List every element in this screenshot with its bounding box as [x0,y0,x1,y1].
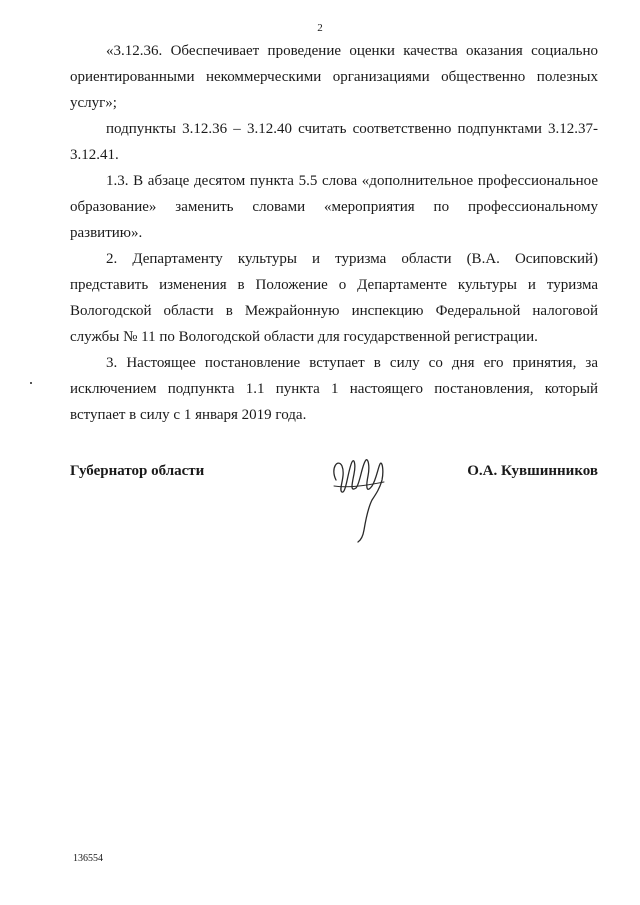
signature-block [70,458,598,548]
paragraph-3-12-36: «3.12.36. Обеспечивает проведение оценки качества оказания социально ориентированными некоммерческими организациями общественно полезных услуг»; [70,43,598,111]
handwritten-signature [328,450,398,546]
scan-speck [30,382,32,384]
signer-name: О.А. Кувшинников [467,463,598,479]
page-number: 2 [317,22,323,34]
paragraph-renumbering: подпункты 3.12.36 – 3.12.40 считать соответственно подпунктами 3.12.37-3.12.41. [70,121,598,163]
paragraph-2: 2. Департаменту культуры и туризма области (В.А. Осиповский) представить изменения в Положение о Департаменте культуры и туризма Вологодской области в Межрайонную инспекцию Федеральной налоговой службы № 11 по Вологодской области для государственной регистрации. [70,251,598,345]
paragraph-1-3: 1.3. В абзаце десятом пункта 5.5 слова «дополнительное профессиональное образование» заменить словами «мероприятия по профессиональному развитию». [70,173,598,241]
document-code: 136554 [73,853,103,864]
signer-title: Губернатор области [70,463,205,479]
paragraph-3: 3. Настоящее постановление вступает в силу со дня его принятия, за исключением подпункта 1.1 пункта 1 настоящего постановления, который вступает в силу с 1 января 2019 года. [70,355,598,423]
document-body [70,38,598,428]
